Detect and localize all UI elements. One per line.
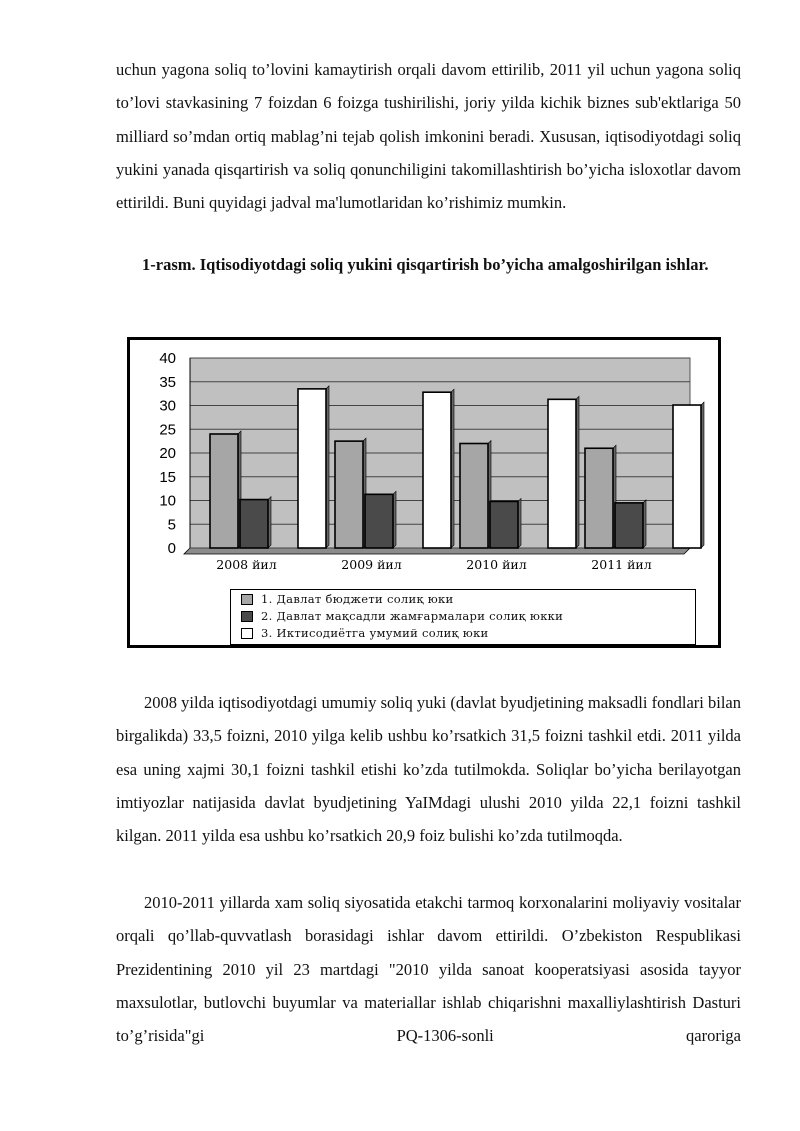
- bar: [673, 405, 701, 548]
- plot-floor: [184, 548, 690, 554]
- legend-label: 2. Давлат мақсадли жамғармалари солиқ юкки: [261, 609, 564, 623]
- y-tick-label: 20: [159, 445, 176, 462]
- y-tick-label: 40: [159, 350, 176, 367]
- chart-legend: [230, 589, 696, 645]
- legend-label: 3. Иктисодиётга умумий солиқ юки: [261, 626, 489, 640]
- x-tick-label: 2009 йил: [341, 557, 402, 572]
- bar: [423, 392, 451, 548]
- bar: [298, 389, 326, 548]
- bar: [365, 494, 393, 548]
- legend-label: 1. Давлат бюджети солиқ юки: [261, 592, 454, 606]
- legend-item-total-burden: [241, 626, 489, 640]
- y-tick-label: 5: [167, 516, 176, 534]
- bar: [460, 444, 488, 549]
- bar: [490, 501, 518, 548]
- bar: [548, 399, 576, 548]
- x-tick-label: 2011 йил: [591, 557, 652, 572]
- y-tick-label: 10: [159, 492, 176, 510]
- legend-swatch-icon: [241, 628, 253, 639]
- y-tick-label: 25: [159, 421, 176, 439]
- figure-caption: 1-rasm. Iqtisodiyotdagi soliq yukini qisqartirish bo’yicha amalgoshirilgan ishlar.: [142, 255, 709, 274]
- y-tick-label: 30: [159, 397, 176, 415]
- y-tick-label: 35: [159, 373, 176, 391]
- bar: [335, 441, 363, 548]
- x-tick-label: 2010 йил: [466, 557, 527, 572]
- bar: [210, 434, 238, 548]
- legend-item-state-budget: [241, 592, 454, 606]
- x-tick-label: 2008 йил: [216, 557, 277, 572]
- legend-swatch-icon: [241, 611, 253, 622]
- paragraph-tax-burden: 2008 yilda iqtisodiyotdagi umumiy soliq yuki (davlat byudjetining maksadli fondlari bilan birgalikda) 33,5 foizni, 2010 yilga kelib ushbu ko’rsatkich 31,5 foizni tashkil etdi. 2011 yilda esa uning xajmi 30,1 foizni tashkil etishi ko’zda tutilmokda. Soliqlar bo’yicha berilayotgan imtiyozlar natijasida davlat byudjetining YaIMdagi ulushi 2010 yilda 22,1 foizni tashkil kilgan. 2011 yilda esa ushbu ko’rsatkich 20,9 foiz bulishi ko’zda tutilmoqda.: [116, 693, 741, 846]
- bar: [615, 503, 643, 548]
- legend-swatch-icon: [241, 594, 253, 605]
- bar: [585, 448, 613, 548]
- y-tick-label: 15: [159, 468, 176, 486]
- figure-frame: [127, 337, 721, 648]
- paragraph-intro: uchun yagona soliq to’lovini kamaytirish orqali davom ettirilib, 2011 yil uchun yagona soliq to’lovi stavkasining 7 foizdan 6 foizga tushirilishi, joriy yilda kichik biznes sub'ektlariga 50 milliard so’mdan ortiq mablag’ni tejab qolish imkonini beradi. Xususan, iqtisodiyotdagi soliq yukini yanada qisqartirish va soliq qonunchiligini takomillashtirish bo’yicha isloxotlar davom ettirildi. Buni quyidagi jadval ma'lumotlaridan ko’rishimiz mumkin.: [116, 60, 741, 213]
- legend-item-target-funds: [241, 609, 563, 623]
- paragraph-tax-policy: 2010-2011 yillarda xam soliq siyosatida etakchi tarmoq korxonalarini moliyaviy vositalar orqali qo’llab-quvvatlash borasidagi ishlar davom ettirildi. O’zbekiston Respublikasi Prezidentining 2010 yil 23 martdagi "2010 yilda sanoat kooperatsiyasi asosida tayyor maxsulotlar, butlovchi buyumlar va materiallar ishlab chiqarishni maxalliylashtirish Dasturi to’g’risida"gi PQ-1306-sonli qaroriga: [116, 893, 741, 1046]
- y-tick-label: 0: [167, 540, 176, 557]
- bar: [240, 500, 268, 548]
